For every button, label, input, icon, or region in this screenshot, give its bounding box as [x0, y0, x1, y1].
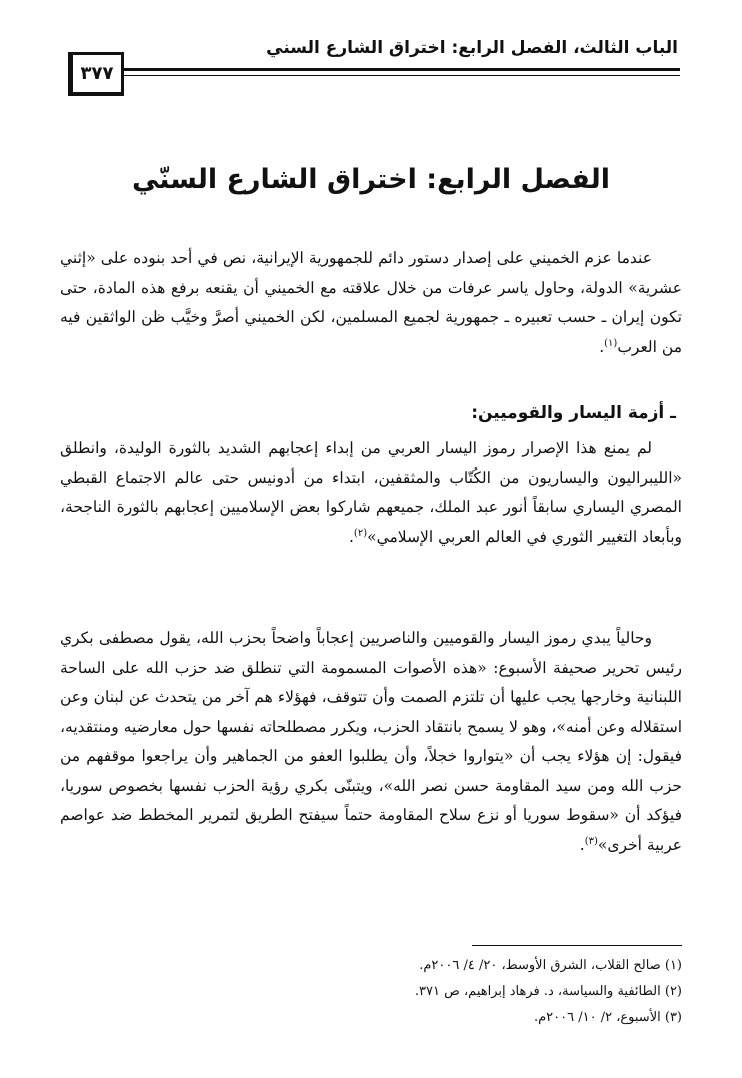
footnote-separator	[472, 945, 682, 946]
chapter-title: الفصل الرابع: اختراق الشارع السنّي	[131, 164, 611, 195]
running-header-title: الباب الثالث، الفصل الرابع: اختراق الشارع السني	[266, 38, 678, 58]
paragraph-2-text: لم يمنع هذا الإصرار رموز اليسار العربي من إبداء إعجابهم الشديد بالثورة الوليدة، وانطلق «الليبراليون واليساريون من الكُتّاب والمثقفين، ابتداء من أدونيس حتى عالم الاجتماع القبطي المصري اليساري سابقاً أنور عبد الملك، جميعهم شاركوا بعض الإسلاميين إعجابهم بالثورة الناجحة، وبأبعاد التغيير الثوري في العالم العربي الإسلامي»	[60, 439, 682, 546]
footnote-1: (١) صالح القلاب، الشرق الأوسط، ٢٠/ ٤/ ٢٠٠٦م.	[419, 958, 682, 973]
footnote-ref-1[interactable]: (١)	[604, 337, 618, 349]
footnotes	[60, 953, 682, 1031]
paragraph-1-text: عندما عزم الخميني على إصدار دستور دائم للجمهورية الإيرانية، نص في أحد بنوده على «إثني عشرية» الدولة، وحاول ياسر عرفات من خلال علاقته مع الخميني أن يقنعه برفع هذه المادة، حتى تكون إيران ـ حسب تعبيره ـ جمهورية لجميع المسلمين، لكن الخميني أصرَّ وخيَّب ظن الواثقين فيه من العرب	[60, 249, 682, 356]
section-heading: ـ أزمة اليسار والقوميين:	[471, 403, 676, 423]
footnote-2: (٢) الطائفية والسياسة، د. فرهاد إبراهيم، ص ٣٧١.	[414, 984, 682, 999]
paragraph-3: وحالياً يبدي رموز اليسار والقوميين والناصريين إعجاباً واضحاً بحزب الله، يقول مصطفى بكري رئيس تحرير صحيفة الأسبوع: «هذه الأصوات المسمومة التي تنطلق ضد حزب الله على الساحة اللبنانية وخارجها يجب عليها أن تلتزم الصمت وأن تتوقف، فهؤلاء هم آخر من يتحدث عن لبنان وعن استقلاله وعن أمنه»، وهو لا يسمح بانتقاد الحزب، ويكرر مصطلحاته نفسها حول معارضيه ومنتقديه، فيقول: إن هؤلاء يجب أن «يتواروا خجلاً، وأن يطلبوا العفو من الجماهير وأن يراجعوا موقفهم من حزب الله ومن سيد المقاومة حسن نصر الله»، ويتبنّى بكري رؤية الحزب نفسها بخصوص سوريا، فيؤكد أن «سقوط سوريا أو نزع سلاح المقاومة حتماً سيفتح الطريق لتمرير المخطط ضد عواصم عربية أخرى»$^{(٣)}$.	[60, 629, 682, 854]
header-rule-thin	[120, 75, 680, 76]
footnote-3: (٣) الأسبوع، ٢/ ١٠/ ٢٠٠٦م.	[533, 1010, 682, 1025]
header-rule-thick	[120, 68, 680, 71]
paragraph-3-text: وحالياً يبدي رموز اليسار والقوميين والناصريين إعجاباً واضحاً بحزب الله، يقول مصطفى بكري رئيس تحرير صحيفة الأسبوع: «هذه الأصوات المسمومة التي تنطلق ضد حزب الله على الساحة اللبنانية وخارجها يجب عليها أن تلتزم الصمت وأن تتوقف، فهؤلاء هم آخر من يتحدث عن لبنان وعن استقلاله وعن أمنه»، وهو لا يسمح بانتقاد الحزب، ويكرر مصطلحاته نفسها حول معارضيه ومنتقديه، فيقول: إن هؤلاء يجب أن «يتواروا خجلاً، وأن يطلبوا العفو من الجماهير وأن يراجعوا موقفهم من حزب الله ومن سيد المقاومة حسن نصر الله»، ويتبنّى بكري رؤية الحزب نفسها بخصوص سوريا، فيؤكد أن «سقوط سوريا أو نزع سلاح المقاومة حتماً سيفتح الطريق لتمرير المخطط ضد عواصم عربية أخرى»	[60, 629, 682, 854]
footnote-ref-2[interactable]: (٢)	[353, 527, 368, 539]
page-number: ٣٧٧	[80, 63, 114, 84]
page-number-box	[68, 52, 124, 96]
footnote-ref-3[interactable]: (٣)	[584, 835, 598, 847]
paragraph-2: لم يمنع هذا الإصرار رموز اليسار العربي من إبداء إعجابهم الشديد بالثورة الوليدة، وانطلق «الليبراليون واليساريون من الكُتّاب والمثقفين، ابتداء من أدونيس حتى عالم الاجتماع القبطي المصري اليساري سابقاً أنور عبد الملك، جميعهم شاركوا بعض الإسلاميين إعجابهم بالثورة الناجحة، وبأبعاد التغيير الثوري في العالم العربي الإسلامي»$^{(٢)}$.	[60, 439, 682, 546]
paragraph-1: عندما عزم الخميني على إصدار دستور دائم للجمهورية الإيرانية، نص في أحد بنوده على «إثني عشرية» الدولة، وحاول ياسر عرفات من خلال علاقته مع الخميني أن يقنعه برفع هذه المادة، حتى تكون إيران ـ حسب تعبيره ـ جمهورية لجميع المسلمين، لكن الخميني أصرَّ وخيَّب ظن الواثقين فيه من العرب$^{(١)}$.	[60, 249, 682, 356]
